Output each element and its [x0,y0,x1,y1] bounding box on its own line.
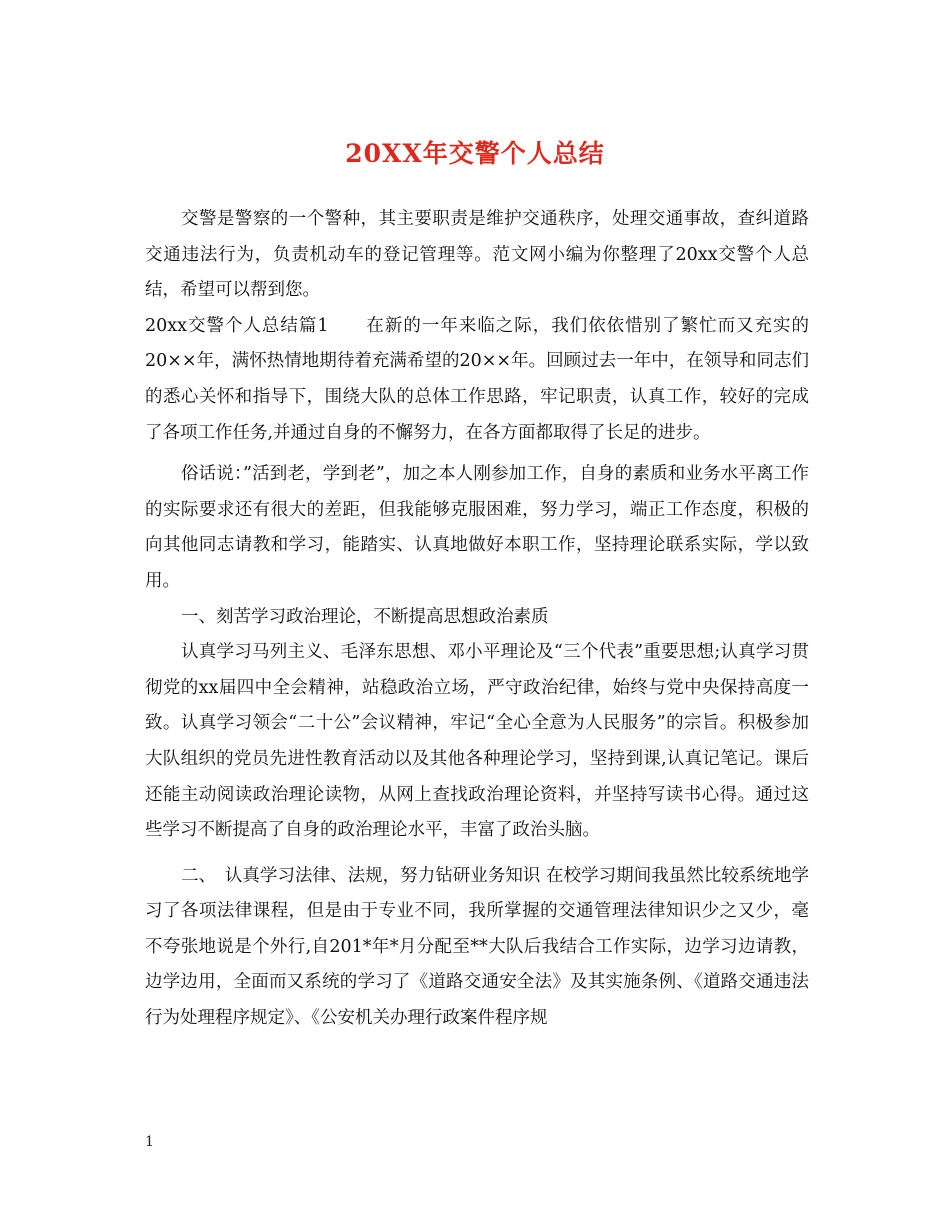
body-paragraph: 二、 认真学习法律、法规，努力钻研业务知识 在校学习期间我虽然比较系统地学习了各项法律课程，但是由于专业不同，我所掌握的交通管理法律知识少之又少，毫不夸张地说是个外行,自201*年*月分配至**大队后我结合工作实际，边学习边请教，边学边用，全面而又系统的学习了《道路交通安全法》及其实施条例、《道路交通违法行为处理程序规定》、《公安机关办理行政案件程序规 [145,865,809,1029]
subheading-paragraph: 一、刻苦学习政治理论，不断提高思想政治素质 [181,606,549,627]
page-title: 20XX年交警个人总结 [345,139,605,168]
section-heading-paragraph: 20xx交警个人总结篇1 在新的一年来临之际，我们依依惜别了繁忙而又充实的20××年，满怀热情地期待着充满希望的20××年。回顾过去一年中，在领导和同志们的悉心关怀和指导下，围绕大队的总体工作思路，牢记职责，认真工作，较好的完成了各项工作任务,并通过自身的不懈努力，在各方面都取得了长足的进步。 [145,315,809,443]
body-paragraph: 俗话说：”活到老，学到老”，加之本人刚参加工作，自身的素质和业务水平离工作的实际要求还有很大的差距，但我能够克服困难，努力学习，端正工作态度，积极的向其他同志请教和学习，能踏实、认真地做好本职工作，坚持理论联系实际，学以致用。 [145,464,809,591]
document-body [145,202,809,1037]
body-paragraph: 认真学习马列主义、毛泽东思想、邓小平理论及“三个代表”重要思想;认真学习贯彻党的xx届四中全会精神，站稳政治立场，严守政治纪律，始终与党中央保持高度一致。认真学习领会“二十公”会议精神，牢记“全心全意为人民服务”的宗旨。积极参加大队组织的党员先进性教育活动以及其他各种理论学习，坚持到课,认真记笔记。课后还能主动阅读政治理论读物，从网上查找政治理论资料，并坚持写读书心得。通过这些学习不断提高了自身的政治理论水平，丰富了政治头脑。 [145,642,809,841]
intro-paragraph: 交警是警察的一个警种，其主要职责是维护交通秩序，处理交通事故，查纠道路交通违法行为，负责机动车的登记管理等。范文网小编为你整理了20xx交警个人总结，希望可以帮到您。 [145,209,809,301]
page-number: 1 [145,1134,154,1150]
